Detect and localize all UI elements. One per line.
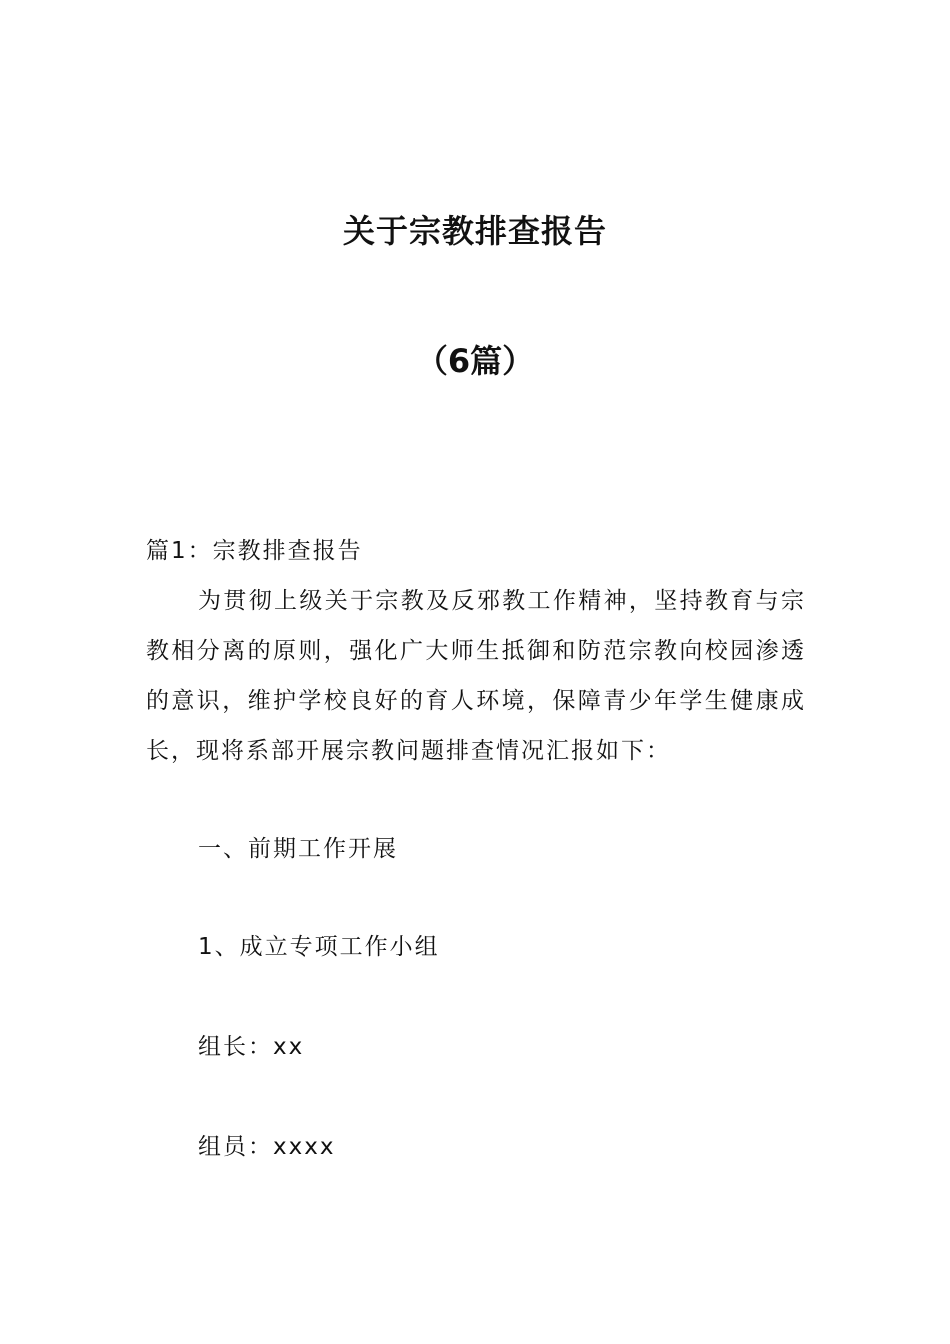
part-one-heading: 一、前期工作开展	[198, 836, 398, 862]
members-line: 组员：xxxx	[198, 1134, 336, 1160]
document-subtitle: （6篇）	[415, 342, 535, 380]
section-heading: 篇1：宗教排查报告	[146, 538, 363, 564]
intro-paragraph: 为贯彻上级关于宗教及反邪教工作精神，坚持教育与宗教相分离的原则，强化广大师生抵御和防范宗教向校园渗透的意识，维护学校良好的育人环境，保障青少年学生健康成长，现将系部开展宗教问题排查情况汇报如下：	[146, 588, 806, 764]
sub-item-heading: 1、成立专项工作小组	[198, 934, 440, 960]
document-title: 关于宗教排查报告	[342, 212, 607, 250]
leader-line: 组长：xx	[198, 1034, 305, 1060]
